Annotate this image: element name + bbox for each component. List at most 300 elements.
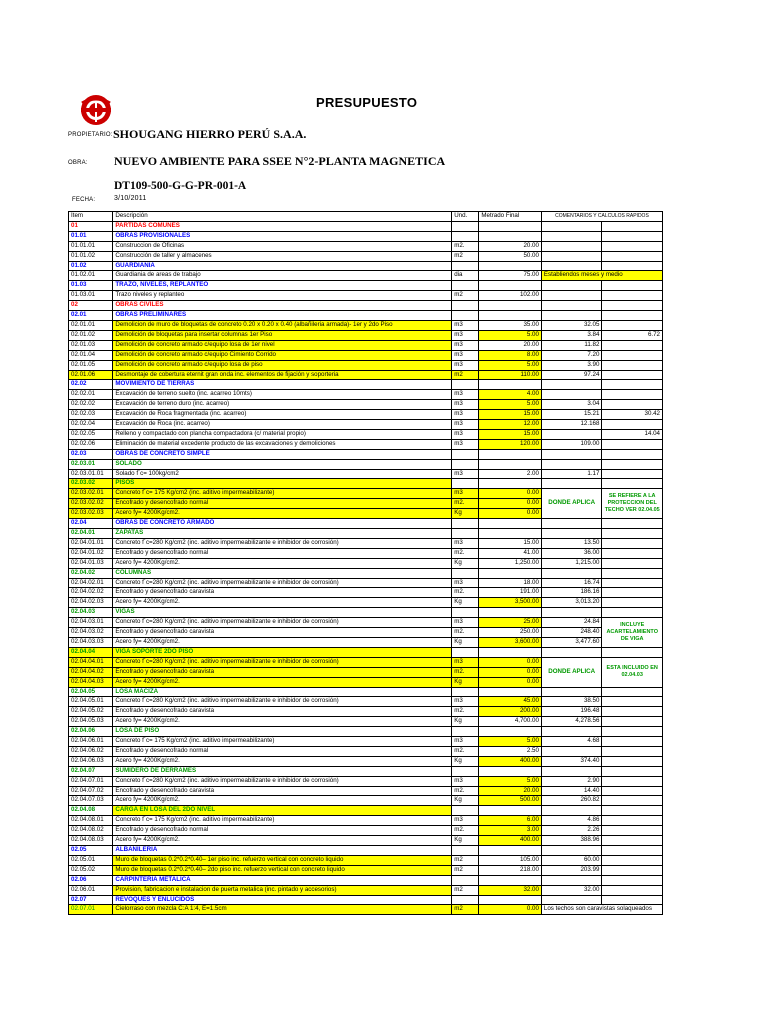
cell-unit: Kg [452, 756, 479, 766]
cell-comment-1 [541, 459, 602, 469]
cell-comment-2 [602, 875, 663, 885]
cell-metrado: 250.00 [479, 628, 542, 638]
cell-metrado: 4.00 [479, 390, 542, 400]
table-row [69, 727, 663, 737]
cell-item: 02.03.01.01 [69, 469, 113, 479]
cell-unit: m2. [452, 628, 479, 638]
cell-unit: m2 [452, 251, 479, 261]
cell-comment-1: 4.86 [541, 816, 602, 826]
cell-comment-1: 374.40 [541, 756, 602, 766]
cell-description: Excavación de terreno suelto (inc. acarreo 10mts) [113, 390, 452, 400]
cell-comment-2 [602, 221, 663, 231]
cell-description: Trazo niveles y replanteo [113, 291, 452, 301]
cell-unit [452, 806, 479, 816]
table-row [69, 231, 663, 241]
work-name: NUEVO AMBIENTE PARA SSEE N°2-PLANTA MAGNETICA [114, 154, 446, 168]
cell-comment-2 [602, 459, 663, 469]
cell-description: Encofrado y desencofrado caravista [113, 667, 452, 677]
cell-comment-2 [602, 360, 663, 370]
cell-unit: m3 [452, 340, 479, 350]
cell-comment-2 [602, 231, 663, 241]
cell-item: 02.04.03.03 [69, 637, 113, 647]
cell-comment-2 [602, 311, 663, 321]
cell-unit: Kg [452, 717, 479, 727]
table-row [69, 360, 663, 370]
cell-unit [452, 221, 479, 231]
cell-description: ZAPATAS [113, 529, 452, 539]
cell-comment-1 [541, 231, 602, 241]
cell-comment-1: 38.50 [541, 697, 602, 707]
cell-unit: m2. [452, 707, 479, 717]
cell-unit: m2 [452, 855, 479, 865]
cell-item: 01 [69, 221, 113, 231]
cell-item: 02.04.07.01 [69, 776, 113, 786]
cell-comment-2 [602, 846, 663, 856]
cell-comment-2 [602, 281, 663, 291]
table-row [69, 301, 663, 311]
cell-metrado: 2.50 [479, 746, 542, 756]
cell-item: 02.01.01 [69, 320, 113, 330]
cell-unit: m2. [452, 499, 479, 509]
cell-comment-1: 36.00 [541, 548, 602, 558]
cell-metrado: 75.00 [479, 271, 542, 281]
table-row [69, 756, 663, 766]
table-row [69, 786, 663, 796]
table-row [69, 707, 663, 717]
cell-description: Encofrado y desencofrado caravista [113, 588, 452, 598]
cell-item: 02.04.06.01 [69, 737, 113, 747]
cell-item: 02.02 [69, 380, 113, 390]
table-row [69, 816, 663, 826]
cell-comment-2 [602, 786, 663, 796]
cell-item: 02.04.08.02 [69, 826, 113, 836]
cell-description: Construccion de Oficinas [113, 241, 452, 251]
header-unit: Und. [452, 212, 479, 222]
cell-metrado [479, 459, 542, 469]
table-row [69, 826, 663, 836]
cell-unit [452, 727, 479, 737]
cell-comment-2 [602, 370, 663, 380]
cell-comment-1: 248.40 [541, 628, 602, 638]
table-row [69, 697, 663, 707]
table-row [69, 905, 663, 915]
cell-unit: m3 [452, 737, 479, 747]
cell-comment-2 [602, 420, 663, 430]
cell-description: Acero fy= 4200Kg/cm2. [113, 836, 452, 846]
cell-metrado: 5.00 [479, 360, 542, 370]
cell-item: 02.04.01.03 [69, 558, 113, 568]
table-row [69, 380, 663, 390]
cell-metrado: 5.00 [479, 737, 542, 747]
cell-comment-1: 97.24 [541, 370, 602, 380]
table-row [69, 628, 663, 638]
cell-item: 02 [69, 301, 113, 311]
cell-comment-1: Los techos son caravistas solaqueados [541, 905, 662, 915]
cell-metrado [479, 875, 542, 885]
cell-item: 02.02.05 [69, 429, 113, 439]
cell-unit [452, 449, 479, 459]
cell-unit: m3 [452, 469, 479, 479]
cell-metrado: 35.00 [479, 320, 542, 330]
cell-description: Encofrado y desencofrado normal [113, 746, 452, 756]
cell-item: 02.01.03 [69, 340, 113, 350]
cell-comment-2 [602, 796, 663, 806]
cell-comment-1: 24.84 [541, 618, 602, 628]
cell-description: VIGAS [113, 608, 452, 618]
cell-item: 01.01.02 [69, 251, 113, 261]
cell-metrado: 218.00 [479, 865, 542, 875]
cell-description: SOLADO [113, 459, 452, 469]
cell-comment-1: 11.82 [541, 340, 602, 350]
cell-description: OBRAS DE CONCRETO ARMADO [113, 519, 452, 529]
cell-metrado: 5.00 [479, 330, 542, 340]
cell-comment-1: 2.26 [541, 826, 602, 836]
table-row [69, 291, 663, 301]
cell-item: 02.04.08.03 [69, 836, 113, 846]
cell-comment-1 [541, 846, 602, 856]
cell-comment-1 [541, 519, 602, 529]
cell-unit: m3 [452, 489, 479, 499]
cell-unit [452, 261, 479, 271]
cell-comment-2 [602, 816, 663, 826]
cell-unit: m3 [452, 390, 479, 400]
cell-unit [452, 608, 479, 618]
cell-unit [452, 301, 479, 311]
cell-description: Acero fy= 4200Kg/cm2. [113, 796, 452, 806]
cell-comment-1: 3.04 [541, 400, 602, 410]
cell-comment-2 [602, 776, 663, 786]
table-row [69, 885, 663, 895]
cell-comment-1: 260.82 [541, 796, 602, 806]
table-row [69, 340, 663, 350]
cell-comment-1: 2.90 [541, 776, 602, 786]
cell-metrado: 15.00 [479, 538, 542, 548]
cell-metrado: 5.00 [479, 776, 542, 786]
cell-description: Muro de bloquetas 0.2*0.2*0.40– 2do piso inc. refuerzo vertical con concreto liquido [113, 865, 452, 875]
cell-metrado: 18.00 [479, 578, 542, 588]
table-row [69, 766, 663, 776]
table-row [69, 746, 663, 756]
cell-unit: m3 [452, 578, 479, 588]
header-item: Item [69, 212, 113, 222]
table-row [69, 796, 663, 806]
cell-unit: m3 [452, 429, 479, 439]
cell-comment-2: 14.04 [602, 429, 663, 439]
cell-comment-1 [541, 687, 602, 697]
table-row [69, 330, 663, 340]
cell-metrado: 4,700.00 [479, 717, 542, 727]
cell-unit [452, 380, 479, 390]
cell-metrado: 0.00 [479, 509, 542, 519]
cell-metrado: 25.00 [479, 618, 542, 628]
cell-metrado [479, 281, 542, 291]
cell-comment-1: 4,278.56 [541, 717, 602, 727]
cell-comment-1 [541, 568, 602, 578]
cell-comment-2 [602, 746, 663, 756]
cell-comment-1: 12.168 [541, 420, 602, 430]
cell-item: 02.03.02.02 [69, 499, 113, 509]
table-row [69, 449, 663, 459]
cell-description: Encofrado y desencofrado normal [113, 826, 452, 836]
cell-metrado: 0.00 [479, 499, 542, 509]
cell-metrado [479, 608, 542, 618]
cell-metrado: 32.00 [479, 885, 542, 895]
budget-table [68, 211, 663, 915]
cell-metrado: 105.00 [479, 855, 542, 865]
cell-comment-1 [541, 261, 602, 271]
cell-metrado: 5.00 [479, 400, 542, 410]
cell-metrado: 500.00 [479, 796, 542, 806]
cell-unit: m2 [452, 865, 479, 875]
cell-description: Provision, fabricacion e instalacion de puerta metalica (inc. pintado y accesorios) [113, 885, 452, 895]
cell-metrado [479, 380, 542, 390]
cell-comment-2 [602, 251, 663, 261]
table-row [69, 865, 663, 875]
cell-metrado: 15.00 [479, 429, 542, 439]
cell-unit [452, 766, 479, 776]
table-row [69, 588, 663, 598]
cell-comment-2 [602, 836, 663, 846]
cell-metrado [479, 568, 542, 578]
cell-unit: m2 [452, 905, 479, 915]
cell-comment-1 [541, 766, 602, 776]
cell-metrado: 12.00 [479, 420, 542, 430]
cell-comment-1: 13.50 [541, 538, 602, 548]
cell-comment-2 [602, 320, 663, 330]
table-row [69, 578, 663, 588]
cell-description: CARGA EN LOSA DEL 2DO NIVEL [113, 806, 452, 816]
cell-metrado: 8.00 [479, 350, 542, 360]
cell-comment-1: 3,013.20 [541, 598, 602, 608]
cell-metrado: 41.00 [479, 548, 542, 558]
table-row [69, 320, 663, 330]
table-row [69, 637, 663, 647]
cell-unit: m2 [452, 291, 479, 301]
cell-unit: m3 [452, 330, 479, 340]
table-row [69, 251, 663, 261]
cell-comment-1 [541, 241, 602, 251]
cell-comment-1: 1,215.00 [541, 558, 602, 568]
cell-item: 02.04.01.02 [69, 548, 113, 558]
cell-description: Desmontaje de cobertura eternit gran onda inc. elementos de fijación y soporteria [113, 370, 452, 380]
cell-comment-2 [602, 766, 663, 776]
table-row [69, 647, 663, 657]
header-metrado: Metrado Final [479, 212, 542, 222]
cell-unit: m3 [452, 618, 479, 628]
cell-description: SUMIDERO DE DERRAMES [113, 766, 452, 776]
cell-item: 02.05 [69, 846, 113, 856]
cell-comment-2 [602, 439, 663, 449]
cell-unit: m2 [452, 370, 479, 380]
cell-metrado: 102.00 [479, 291, 542, 301]
cell-item: 02.04.05.01 [69, 697, 113, 707]
cell-comment-1: 7.20 [541, 350, 602, 360]
cell-item: 02.04.02.03 [69, 598, 113, 608]
merged-comment-1: DONDE APLICA [541, 657, 602, 687]
cell-comment-2 [602, 479, 663, 489]
table-row [69, 598, 663, 608]
cell-item: 02.06.01 [69, 885, 113, 895]
cell-description: Concreto f´c=280 Kg/cm2 (inc. aditivo impermeabilizante e inhibidor de corrosión) [113, 776, 452, 786]
cell-comment-1 [541, 479, 602, 489]
cell-metrado [479, 806, 542, 816]
cell-description: PARTIDAS COMUNES [113, 221, 452, 231]
cell-comment-2 [602, 756, 663, 766]
cell-description: Muro de bloquetas 0.2*0.2*0.40– 1er piso inc. refuerzo vertical con concreto liquido [113, 855, 452, 865]
cell-metrado: 3.00 [479, 826, 542, 836]
cell-comment-1 [541, 429, 602, 439]
cell-unit: m2 [452, 885, 479, 895]
cell-comment-2 [602, 737, 663, 747]
cell-description: Demolición de concreto armado c/equipo losa de piso [113, 360, 452, 370]
cell-description: Encofrado y desencofrado caravista [113, 786, 452, 796]
cell-comment-1: 1.17 [541, 469, 602, 479]
cell-item: 02.04.06.03 [69, 756, 113, 766]
cell-item: 02.04.04.02 [69, 667, 113, 677]
cell-comment-1: 388.96 [541, 836, 602, 846]
cell-item: 02.03.02.03 [69, 509, 113, 519]
date-label: FECHA: [72, 197, 96, 203]
cell-item: 02.01.04 [69, 350, 113, 360]
cell-metrado: 15.00 [479, 410, 542, 420]
cell-comment-2 [602, 707, 663, 717]
cell-unit [452, 459, 479, 469]
header-description: Descripción [113, 212, 452, 222]
table-row [69, 261, 663, 271]
cell-comment-2 [602, 895, 663, 905]
cell-unit: Kg [452, 509, 479, 519]
cell-item: 02.04.02.01 [69, 578, 113, 588]
cell-comment-2 [602, 380, 663, 390]
cell-metrado [479, 529, 542, 539]
cell-unit [452, 529, 479, 539]
cell-metrado: 200.00 [479, 707, 542, 717]
cell-unit: m2. [452, 786, 479, 796]
table-row [69, 806, 663, 816]
cell-comment-2 [602, 806, 663, 816]
cell-comment-2: 30.42 [602, 410, 663, 420]
cell-item: 02.04.02.02 [69, 588, 113, 598]
cell-comment-2 [602, 261, 663, 271]
cell-item: 02.02.02 [69, 400, 113, 410]
cell-comment-2 [602, 519, 663, 529]
cell-unit: Kg [452, 677, 479, 687]
cell-metrado [479, 311, 542, 321]
table-row [69, 548, 663, 558]
cell-unit [452, 647, 479, 657]
table-row [69, 311, 663, 321]
cell-description: Construcción de taller y almacenes [113, 251, 452, 261]
cell-comment-2 [602, 301, 663, 311]
cell-unit: Kg [452, 796, 479, 806]
cell-description: Guardiania de areas de trabajo [113, 271, 452, 281]
cell-unit [452, 568, 479, 578]
cell-comment-1 [541, 251, 602, 261]
owner-name: SHOUGANG HIERRO PERÚ S.A.A. [113, 127, 307, 141]
cell-comment-1 [541, 301, 602, 311]
cell-description: LOSA MACIZA [113, 687, 452, 697]
cell-item: 01.03.01 [69, 291, 113, 301]
cell-description: Demolición de concreto armado c/equipo losa de 1er nivel [113, 340, 452, 350]
table-row [69, 400, 663, 410]
cell-comment-2 [602, 727, 663, 737]
cell-item: 02.04.06 [69, 727, 113, 737]
cell-item: 02.02.06 [69, 439, 113, 449]
cell-description: Acero fy= 4200Kg/cm2. [113, 677, 452, 687]
cell-item: 01.03 [69, 281, 113, 291]
cell-item: 02.04.04.01 [69, 657, 113, 667]
table-row [69, 895, 663, 905]
cell-item: 02.04.03 [69, 608, 113, 618]
cell-item: 02.02.04 [69, 420, 113, 430]
cell-metrado: 50.00 [479, 251, 542, 261]
document-code: DT109-500-G-G-PR-001-A [114, 180, 247, 192]
cell-metrado: 400.00 [479, 756, 542, 766]
cell-unit: dia [452, 271, 479, 281]
cell-description: OBRAS PRELIMINARES [113, 311, 452, 321]
cell-metrado [479, 301, 542, 311]
cell-metrado: 20.00 [479, 786, 542, 796]
cell-description: Excavación de Roca (inc. acarreo) [113, 420, 452, 430]
cell-description: PISOS [113, 479, 452, 489]
table-row [69, 479, 663, 489]
cell-metrado: 120.00 [479, 439, 542, 449]
cell-description: Demolicion de muro de bloquetas de concreto 0.20 x 0.20 x 0.40 (albañileria armada)- 1er y 2do Piso [113, 320, 452, 330]
cell-description: Eliminación de material excedente producto de las excavaciones y demoliciones [113, 439, 452, 449]
cell-description: Concreto f´c= 175 Kg/cm2 (inc. aditivo impermeabilizante) [113, 816, 452, 826]
cell-comment-1: 196.48 [541, 707, 602, 717]
cell-description: Acero fy= 4200Kg/cm2. [113, 558, 452, 568]
cell-comment-2 [602, 241, 663, 251]
cell-comment-2 [602, 400, 663, 410]
cell-unit [452, 846, 479, 856]
cell-metrado [479, 231, 542, 241]
table-row [69, 846, 663, 856]
cell-metrado: 3,600.00 [479, 637, 542, 647]
cell-unit: m3 [452, 776, 479, 786]
cell-comment-1 [541, 221, 602, 231]
cell-description: TRAZO, NIVELES, REPLANTEO [113, 281, 452, 291]
cell-metrado: 0.00 [479, 905, 542, 915]
cell-comment-1 [541, 806, 602, 816]
cell-description: CARPINTERIA METALICA [113, 875, 452, 885]
cell-unit: m3 [452, 320, 479, 330]
cell-description: VIGA SOPORTE 2DO PISO [113, 647, 452, 657]
cell-unit [452, 895, 479, 905]
cell-item: 02.04.03.01 [69, 618, 113, 628]
cell-item: 02.03 [69, 449, 113, 459]
table-row [69, 717, 663, 727]
cell-unit: Kg [452, 598, 479, 608]
cell-description: Concreto f´c= 175 Kg/cm2 (inc. aditivo impermeabilizante) [113, 737, 452, 747]
table-row [69, 657, 663, 667]
cell-item: 02.04 [69, 519, 113, 529]
cell-unit: m3 [452, 657, 479, 667]
cell-unit [452, 875, 479, 885]
table-row [69, 410, 663, 420]
cell-comment-2 [602, 578, 663, 588]
cell-item: 02.03.01 [69, 459, 113, 469]
cell-description: OBRAS CIVILES [113, 301, 452, 311]
cell-item: 02.04.05.02 [69, 707, 113, 717]
cell-comment-1 [541, 608, 602, 618]
merged-comment-2: SE REFIERE A LA PROTECCION DEL TECHO VER 02.04.05 [602, 489, 663, 519]
cell-unit [452, 519, 479, 529]
cell-metrado: 6.00 [479, 816, 542, 826]
company-logo-icon [78, 93, 114, 127]
cell-item: 01.02 [69, 261, 113, 271]
cell-item: 02.03.02.01 [69, 489, 113, 499]
